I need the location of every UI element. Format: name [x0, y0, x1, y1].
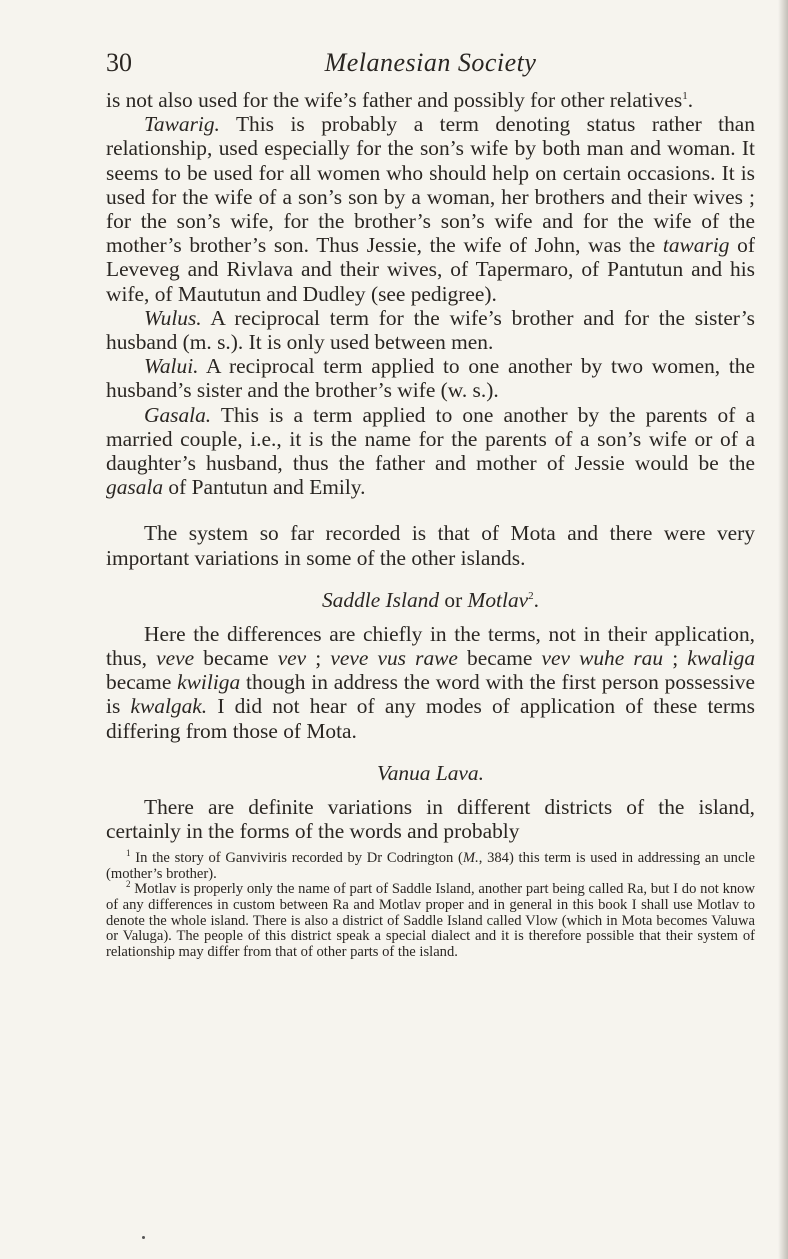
paragraph-walui: Walui. A reciprocal term applied to one another by two women, the husband’s sister and the brother’s wife (w. s.). — [106, 354, 755, 403]
paragraph-saddle-island: Here the differences are chiefly in the terms, not in their application, thus, veve became vev ; veve vus rawe became vev wuhe rau ; kwaliga became kwiliga though in address the word with the first person possessive is kwalgak. I did not hear of any modes of application of these terms differing from those of Mota. — [106, 621, 756, 743]
ink-speck — [142, 1236, 145, 1239]
term-wulus: Wulus. — [144, 305, 202, 330]
paragraph-gasala: Gasala. This is a term applied to one another by the parents of a married couple, i.e., it is the name for the parents of a son’s wife or of a daughter’s husband, thus the father and mother of Jessie would be the gasala of Pantutun and Emily. — [106, 402, 755, 500]
page-edge-shadow — [778, 0, 788, 1259]
footnote-1: $^1$ In the story of Ganviviris recorded by Dr Codrington (M., 384) this term is used in addressing an uncle (mother’s brother). — [106, 848, 755, 882]
page-number: 30 — [106, 48, 132, 77]
footnote-ref-1[interactable]: 1 — [682, 89, 688, 102]
term-gasala: Gasala. — [144, 402, 212, 427]
section-heading-vanua-lava: Vanua Lava. — [377, 760, 484, 785]
page-header — [106, 48, 755, 88]
footnote-2: $^2$ Motlav is properly only the name of part of Saddle Island, another part being called Ra, but I do not know of any differences in custom between Ra and Motlav proper and in general in this book I shall use Motlav to denote the whole island. There is also a district of Saddle Island called Vlow (which in Mota becomes Valuwa or Valuga). The people of this district speak a special dialect and it is therefore possible that their system of relationship may differ from that of other parts of the island. — [106, 879, 755, 960]
running-title: Melanesian Society — [324, 48, 537, 77]
book-page — [106, 48, 755, 960]
paragraph-vanua-lava: There are definite variations in different districts of the island, certainly in the forms of the words and probably — [106, 794, 755, 844]
footnotes — [106, 848, 755, 960]
paragraph-system: The system so far recorded is that of Mota and there were very important variations in some of the other islands. — [106, 521, 755, 570]
section-heading-saddle-island: Saddle Island or Motlav$^2$. — [321, 587, 539, 612]
term-walui: Walui. — [144, 354, 199, 379]
term-tawarig: Tawarig. — [144, 112, 220, 137]
paragraph-continued: is not also used for the wife’s father and possibly for other relatives$^1$. — [106, 88, 694, 112]
paragraph-wulus: Wulus. A reciprocal term for the wife’s brother and for the sister’s husband (m. s.). It is only used between men. — [106, 305, 755, 355]
footnote-ref-2[interactable]: 2 — [528, 589, 534, 602]
paragraph-tawarig: Tawarig. This is probably a term denoting status rather than relationship, used especially for the son’s wife by both man and woman. It seems to be used for all women who should help on certain occasions. It is used for the wife of a son’s son by a woman, her brothers and their wives ; for the son’s wife, for the brother’s son’s wife and for the wife of the mother’s brother’s son. Thus Jessie, the wife of John, was the tawarig of Leveveg and Rivlava and their wives, of Tapermaro, of Pantutun and his wife, of Maututun and Dudley (see pedigree). — [106, 112, 755, 306]
